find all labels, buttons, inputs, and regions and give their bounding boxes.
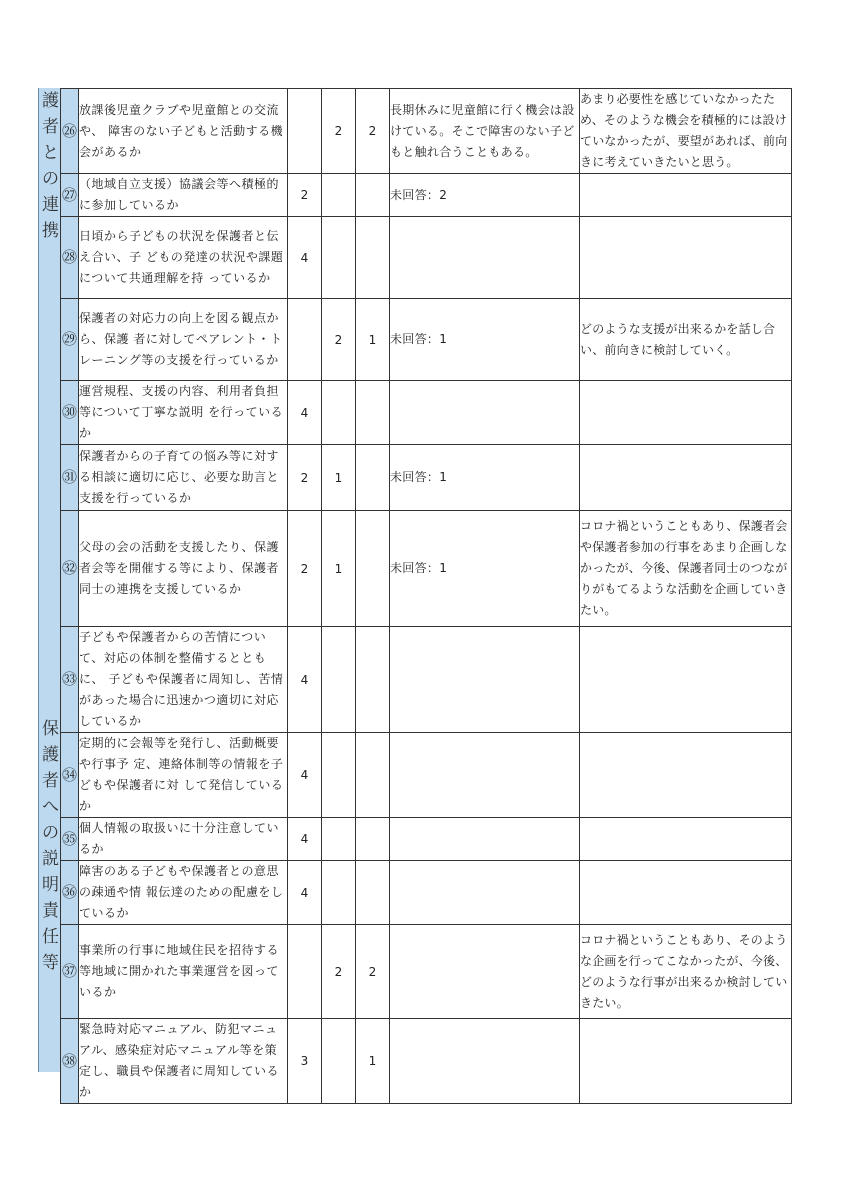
count-yes: 4 xyxy=(288,381,322,445)
item-number xyxy=(61,174,79,217)
item-number xyxy=(61,89,79,174)
parent-comment: 未回答：1 xyxy=(390,299,580,381)
table-row xyxy=(61,733,792,818)
item-number-label: ㉝ xyxy=(62,670,78,688)
item-number-label: ㊱ xyxy=(62,883,78,901)
category-parent-cooperation xyxy=(38,88,61,492)
table-row xyxy=(61,627,792,733)
count-no xyxy=(356,445,390,511)
improvement-plan xyxy=(580,174,792,217)
improvement-plan xyxy=(580,217,792,299)
improvement-plan xyxy=(580,381,792,445)
question-text: 運営規程、支援の内容、利用者負担等について丁寧な説明 を行っているか xyxy=(79,381,288,445)
table-row xyxy=(61,174,792,217)
count-no xyxy=(356,217,390,299)
item-number xyxy=(61,1019,79,1104)
count-yes: 2 xyxy=(288,174,322,217)
item-number-label: ㉗ xyxy=(62,185,78,204)
item-number xyxy=(61,818,79,861)
item-number xyxy=(61,217,79,299)
improvement-plan: どのような支援が出来るかを話し合い、前向きに検討していく。 xyxy=(580,299,792,381)
table-row xyxy=(61,1019,792,1104)
question-text: 個人情報の取扱いに十分注意しているか xyxy=(79,818,288,861)
count-yes xyxy=(288,299,322,381)
table-row xyxy=(61,818,792,861)
count-no: 1 xyxy=(356,1019,390,1104)
improvement-plan xyxy=(580,1019,792,1104)
improvement-plan xyxy=(580,861,792,925)
evaluation-table xyxy=(60,88,792,1104)
table-row xyxy=(61,511,792,627)
parent-comment: 長期休みに児童館に行く機会は設けている。そこで障害のない子どもと触れ合うこともある。 xyxy=(390,89,580,174)
count-yes: 4 xyxy=(288,733,322,818)
count-unsure xyxy=(322,217,356,299)
item-number-label: ㉙ xyxy=(62,330,78,348)
parent-comment xyxy=(390,818,580,861)
question-text: 緊急時対応マニュアル、防犯マニュアル、感染症対応マニュアル等を策定し、職員や保護者に周知しているか xyxy=(79,1019,288,1104)
count-no xyxy=(356,861,390,925)
count-no: 2 xyxy=(356,89,390,174)
category-label: 保護者への説明責任等 xyxy=(42,719,59,973)
count-yes xyxy=(288,89,322,174)
parent-comment xyxy=(390,925,580,1019)
table-row xyxy=(61,925,792,1019)
count-no xyxy=(356,627,390,733)
item-number xyxy=(61,861,79,925)
question-text: 事業所の行事に地域住民を招待する等地域に開かれた事業運営を図っているか xyxy=(79,925,288,1019)
count-no xyxy=(356,511,390,627)
item-number-label: ㉖ xyxy=(62,121,78,140)
question-text: 日頃から子どもの状況を保護者と伝え合い、子 どもの発達の状況や課題について共通理解を持 っているか xyxy=(79,217,288,299)
count-unsure: 1 xyxy=(322,445,356,511)
parent-comment: 未回答：1 xyxy=(390,511,580,627)
parent-comment xyxy=(390,733,580,818)
item-number-label: ㉟ xyxy=(62,829,78,848)
count-yes: 4 xyxy=(288,818,322,861)
parent-comment: 未回答：1 xyxy=(390,445,580,511)
item-number-label: ㉛ xyxy=(62,468,78,486)
count-yes: 4 xyxy=(288,217,322,299)
item-number-label: ㉚ xyxy=(62,403,78,421)
question-text: 父母の会の活動を支援したり、保護者会等を開催する等により、保護者同士の連携を支援しているか xyxy=(79,511,288,627)
improvement-plan: コロナ禍ということもあり、保護者会や保護者参加の行事をあまり企画しなかったが、今後、保護者同士のつながりがもてるような活動を企画していきたい。 xyxy=(580,511,792,627)
item-number-label: ㉞ xyxy=(62,765,78,784)
count-yes xyxy=(288,925,322,1019)
table-row xyxy=(61,89,792,174)
count-no xyxy=(356,381,390,445)
count-unsure xyxy=(322,381,356,445)
improvement-plan: コロナ禍ということもあり、そのような企画を行ってこなかったが、今後、どのような行事が出来るか検討していきたい。 xyxy=(580,925,792,1019)
count-unsure xyxy=(322,818,356,861)
category-label: 護者との連携 xyxy=(42,91,59,241)
count-yes: 2 xyxy=(288,445,322,511)
parent-comment xyxy=(390,861,580,925)
parent-comment: 未回答：2 xyxy=(390,174,580,217)
improvement-plan: あまり必要性を感じていなかったため、そのような機会を積極的には設けていなかったが、要望があれば、前向きに考えていきたいと思う。 xyxy=(580,89,792,174)
question-text: 保護者の対応力の向上を図る観点から、保護 者に対してペアレント・トレーニング等の支援を行っているか xyxy=(79,299,288,381)
count-unsure xyxy=(322,733,356,818)
item-number xyxy=(61,381,79,445)
improvement-plan xyxy=(580,733,792,818)
parent-comment xyxy=(390,627,580,733)
count-yes: 4 xyxy=(288,627,322,733)
count-unsure: 2 xyxy=(322,89,356,174)
parent-comment xyxy=(390,1019,580,1104)
question-text: （地域自立支援）協議会等へ積極的に参加しているか xyxy=(79,174,288,217)
question-text: 子どもや保護者からの苦情について、対応の体制を整備するとともに、 子どもや保護者に周知し、苦情があった場合に迅速かつ適切に対応しているか xyxy=(79,627,288,733)
table-row xyxy=(61,861,792,925)
question-text: 障害のある子どもや保護者との意思の疎通や情 報伝達のための配慮をしているか xyxy=(79,861,288,925)
count-unsure: 2 xyxy=(322,925,356,1019)
count-unsure xyxy=(322,861,356,925)
count-unsure: 2 xyxy=(322,299,356,381)
parent-comment xyxy=(390,381,580,445)
item-number-label: ㊳ xyxy=(62,1051,78,1070)
question-text: 定期的に会報等を発行し、活動概要や行事予 定、連絡体制等の情報を子どもや保護者に対 して発信しているか xyxy=(79,733,288,818)
count-yes: 3 xyxy=(288,1019,322,1104)
item-number xyxy=(61,511,79,627)
item-number-label: ㉘ xyxy=(62,248,78,266)
question-text: 保護者からの子育ての悩み等に対する相談に適切に応じ、必要な助言と支援を行っているか xyxy=(79,445,288,511)
count-unsure xyxy=(322,1019,356,1104)
category-parent-accountability xyxy=(38,492,61,1072)
table-row xyxy=(61,381,792,445)
item-number xyxy=(61,627,79,733)
count-yes: 2 xyxy=(288,511,322,627)
count-yes: 4 xyxy=(288,861,322,925)
item-number-label: ㊲ xyxy=(62,962,78,980)
table-row xyxy=(61,299,792,381)
item-number-label: ㉜ xyxy=(62,559,78,577)
question-text: 放課後児童クラブや児童館との交流や、 障害のない子どもと活動する機会があるか xyxy=(79,89,288,174)
parent-comment xyxy=(390,217,580,299)
count-no xyxy=(356,174,390,217)
improvement-plan xyxy=(580,818,792,861)
count-no xyxy=(356,733,390,818)
improvement-plan xyxy=(580,627,792,733)
item-number xyxy=(61,733,79,818)
count-no: 2 xyxy=(356,925,390,1019)
item-number xyxy=(61,299,79,381)
count-unsure xyxy=(322,174,356,217)
count-unsure: 1 xyxy=(322,511,356,627)
count-no xyxy=(356,818,390,861)
item-number xyxy=(61,925,79,1019)
item-number xyxy=(61,445,79,511)
table-row xyxy=(61,445,792,511)
table-row xyxy=(61,217,792,299)
count-unsure xyxy=(322,627,356,733)
count-no: 1 xyxy=(356,299,390,381)
improvement-plan xyxy=(580,445,792,511)
